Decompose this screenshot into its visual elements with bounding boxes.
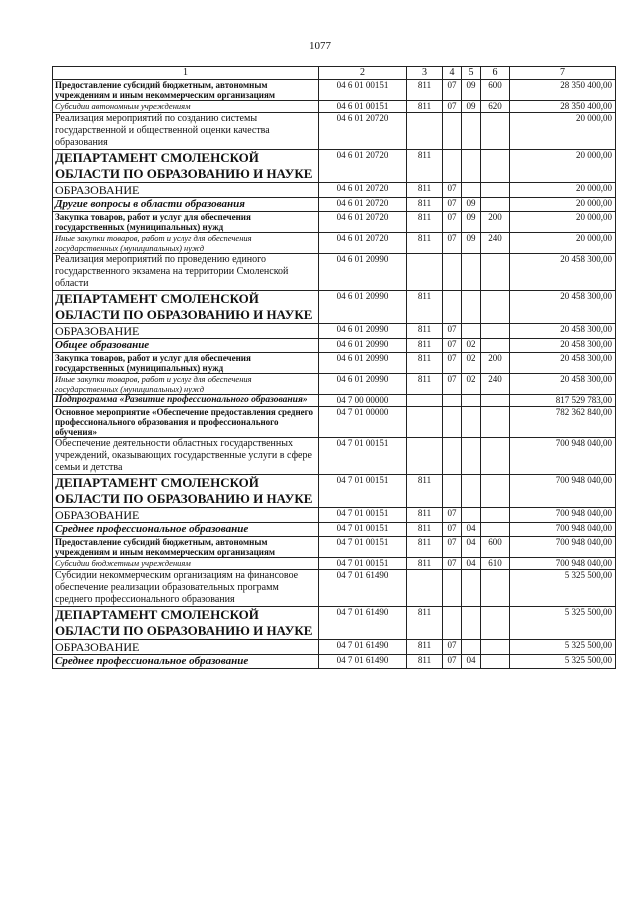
subsection-code: 09 — [462, 80, 481, 101]
section-code — [443, 395, 462, 407]
amount-value: 20 000,00 — [510, 198, 616, 212]
amount-value: 700 948 040,00 — [510, 537, 616, 558]
target-article-code: 04 7 01 61490 — [319, 640, 407, 655]
row-description: ОБРАЗОВАНИЕ — [53, 324, 319, 339]
table-row — [53, 523, 616, 537]
row-description: Закупка товаров, работ и услуг для обеспечения государственных (муниципальных) нужд — [53, 353, 319, 374]
amount-value: 20 000,00 — [510, 113, 616, 150]
ministry-code: 811 — [407, 324, 443, 339]
amount-value: 20 458 300,00 — [510, 353, 616, 374]
ministry-code: 811 — [407, 558, 443, 570]
table-row — [53, 80, 616, 101]
row-description: Иные закупки товаров, работ и услуг для обеспечения государственных (муниципальных) нужд — [53, 374, 319, 395]
section-code: 07 — [443, 324, 462, 339]
row-description: Другие вопросы в области образования — [53, 198, 319, 212]
table-row — [53, 233, 616, 254]
table-row — [53, 374, 616, 395]
section-code: 07 — [443, 640, 462, 655]
table-row — [53, 150, 616, 183]
amount-value: 20 000,00 — [510, 150, 616, 183]
expense-type-code — [481, 291, 510, 324]
ministry-code: 811 — [407, 655, 443, 669]
table-row — [53, 395, 616, 407]
section-code — [443, 475, 462, 508]
ministry-code: 811 — [407, 212, 443, 233]
table-row — [53, 640, 616, 655]
amount-value: 28 350 400,00 — [510, 101, 616, 113]
amount-value: 700 948 040,00 — [510, 523, 616, 537]
column-header: 4 — [443, 67, 462, 80]
target-article-code: 04 6 01 20990 — [319, 374, 407, 395]
expense-type-code: 200 — [481, 212, 510, 233]
section-code: 07 — [443, 523, 462, 537]
subsection-code — [462, 640, 481, 655]
ministry-code: 811 — [407, 339, 443, 353]
ministry-code: 811 — [407, 508, 443, 523]
target-article-code: 04 6 01 20720 — [319, 198, 407, 212]
subsection-code: 04 — [462, 523, 481, 537]
expense-type-code: 240 — [481, 374, 510, 395]
table-header-row — [53, 67, 616, 80]
table-row — [53, 353, 616, 374]
column-header: 1 — [53, 67, 319, 80]
ministry-code — [407, 438, 443, 475]
subsection-code — [462, 570, 481, 607]
ministry-code: 811 — [407, 80, 443, 101]
amount-value: 782 362 840,00 — [510, 407, 616, 438]
amount-value: 700 948 040,00 — [510, 438, 616, 475]
subsection-code — [462, 113, 481, 150]
amount-value: 20 458 300,00 — [510, 324, 616, 339]
budget-table — [52, 66, 616, 669]
section-code: 07 — [443, 508, 462, 523]
column-header: 5 — [462, 67, 481, 80]
ministry-code: 811 — [407, 475, 443, 508]
expense-type-code: 620 — [481, 101, 510, 113]
ministry-code: 811 — [407, 537, 443, 558]
table-row — [53, 475, 616, 508]
amount-value: 700 948 040,00 — [510, 558, 616, 570]
table-row — [53, 254, 616, 291]
expense-type-code — [481, 113, 510, 150]
amount-value: 817 529 783,00 — [510, 395, 616, 407]
expense-type-code — [481, 640, 510, 655]
section-code — [443, 254, 462, 291]
row-description: ОБРАЗОВАНИЕ — [53, 640, 319, 655]
amount-value: 20 458 300,00 — [510, 291, 616, 324]
expense-type-code: 600 — [481, 537, 510, 558]
expense-type-code — [481, 407, 510, 438]
subsection-code — [462, 475, 481, 508]
subsection-code: 04 — [462, 537, 481, 558]
section-code: 07 — [443, 233, 462, 254]
expense-type-code — [481, 570, 510, 607]
ministry-code: 811 — [407, 101, 443, 113]
row-description: ОБРАЗОВАНИЕ — [53, 508, 319, 523]
subsection-code: 04 — [462, 655, 481, 669]
expense-type-code: 240 — [481, 233, 510, 254]
target-article-code: 04 6 01 20990 — [319, 324, 407, 339]
target-article-code: 04 6 01 20720 — [319, 183, 407, 198]
expense-type-code — [481, 198, 510, 212]
expense-type-code — [481, 254, 510, 291]
table-row — [53, 198, 616, 212]
row-description: ДЕПАРТАМЕНТ СМОЛЕНСКОЙ ОБЛАСТИ ПО ОБРАЗОВАНИЮ И НАУКЕ — [53, 150, 319, 183]
expense-type-code — [481, 508, 510, 523]
subsection-code: 02 — [462, 339, 481, 353]
ministry-code — [407, 407, 443, 438]
subsection-code: 09 — [462, 101, 481, 113]
target-article-code: 04 7 01 00151 — [319, 558, 407, 570]
row-description: Предоставление субсидий бюджетным, автономным учреждениям и иным некоммерческим организациям — [53, 80, 319, 101]
column-header: 3 — [407, 67, 443, 80]
table-row — [53, 407, 616, 438]
section-code: 07 — [443, 80, 462, 101]
section-code: 07 — [443, 558, 462, 570]
ministry-code: 811 — [407, 233, 443, 254]
table-row — [53, 537, 616, 558]
section-code: 07 — [443, 339, 462, 353]
ministry-code: 811 — [407, 183, 443, 198]
row-description: Субсидии некоммерческим организациям на финансовое обеспечение реализации образовательных программ среднего профессионального образования — [53, 570, 319, 607]
ministry-code: 811 — [407, 523, 443, 537]
ministry-code: 811 — [407, 198, 443, 212]
table-row — [53, 558, 616, 570]
expense-type-code — [481, 339, 510, 353]
target-article-code: 04 7 01 00151 — [319, 523, 407, 537]
ministry-code — [407, 395, 443, 407]
section-code: 07 — [443, 374, 462, 395]
target-article-code: 04 7 01 00151 — [319, 537, 407, 558]
amount-value: 5 325 500,00 — [510, 655, 616, 669]
row-description: Предоставление субсидий бюджетным, автономным учреждениям и иным некоммерческим организациям — [53, 537, 319, 558]
row-description: Субсидии бюджетным учреждениям — [53, 558, 319, 570]
target-article-code: 04 7 01 00000 — [319, 407, 407, 438]
table-row — [53, 183, 616, 198]
section-code — [443, 113, 462, 150]
ministry-code — [407, 113, 443, 150]
target-article-code: 04 6 01 00151 — [319, 101, 407, 113]
table-body — [53, 80, 616, 669]
section-code — [443, 150, 462, 183]
target-article-code: 04 6 01 20720 — [319, 233, 407, 254]
row-description: Среднее профессиональное образование — [53, 655, 319, 669]
target-article-code: 04 6 01 20990 — [319, 291, 407, 324]
expense-type-code — [481, 523, 510, 537]
target-article-code: 04 6 01 00151 — [319, 80, 407, 101]
table-row — [53, 655, 616, 669]
section-code — [443, 407, 462, 438]
target-article-code: 04 6 01 20720 — [319, 212, 407, 233]
row-description: Иные закупки товаров, работ и услуг для обеспечения государственных (муниципальных) нужд — [53, 233, 319, 254]
ministry-code: 811 — [407, 374, 443, 395]
section-code: 07 — [443, 101, 462, 113]
row-description: ДЕПАРТАМЕНТ СМОЛЕНСКОЙ ОБЛАСТИ ПО ОБРАЗОВАНИЮ И НАУКЕ — [53, 475, 319, 508]
row-description: Обеспечение деятельности областных государственных учреждений, оказывающих государственные услуги в сфере семьи и детства — [53, 438, 319, 475]
row-description: ДЕПАРТАМЕНТ СМОЛЕНСКОЙ ОБЛАСТИ ПО ОБРАЗОВАНИЮ И НАУКЕ — [53, 607, 319, 640]
expense-type-code — [481, 324, 510, 339]
subsection-code: 09 — [462, 198, 481, 212]
subsection-code — [462, 508, 481, 523]
table-row — [53, 101, 616, 113]
subsection-code — [462, 395, 481, 407]
subsection-code — [462, 438, 481, 475]
expense-type-code — [481, 183, 510, 198]
column-header: 2 — [319, 67, 407, 80]
amount-value: 20 000,00 — [510, 183, 616, 198]
row-description: Среднее профессиональное образование — [53, 523, 319, 537]
target-article-code: 04 7 01 00151 — [319, 438, 407, 475]
subsection-code: 04 — [462, 558, 481, 570]
target-article-code: 04 6 01 20720 — [319, 113, 407, 150]
table-row — [53, 607, 616, 640]
ministry-code: 811 — [407, 607, 443, 640]
target-article-code: 04 6 01 20990 — [319, 339, 407, 353]
amount-value: 20 458 300,00 — [510, 374, 616, 395]
section-code — [443, 438, 462, 475]
column-header: 6 — [481, 67, 510, 80]
section-code — [443, 291, 462, 324]
amount-value: 20 000,00 — [510, 212, 616, 233]
target-article-code: 04 6 01 20990 — [319, 353, 407, 374]
row-description: Реализация мероприятий по проведению единого государственного экзамена на территории Смоленской области — [53, 254, 319, 291]
amount-value: 5 325 500,00 — [510, 607, 616, 640]
subsection-code: 02 — [462, 353, 481, 374]
amount-value: 20 458 300,00 — [510, 254, 616, 291]
row-description: Субсидии автономным учреждениям — [53, 101, 319, 113]
section-code: 07 — [443, 655, 462, 669]
target-article-code: 04 6 01 20720 — [319, 150, 407, 183]
target-article-code: 04 7 01 61490 — [319, 655, 407, 669]
row-description: Общее образование — [53, 339, 319, 353]
target-article-code: 04 7 01 00151 — [319, 508, 407, 523]
expense-type-code — [481, 607, 510, 640]
row-description: Основное мероприятие «Обеспечение предоставления среднего профессионального образования и профессионального обучения» — [53, 407, 319, 438]
subsection-code — [462, 150, 481, 183]
target-article-code: 04 7 01 00151 — [319, 475, 407, 508]
table-row — [53, 324, 616, 339]
expense-type-code: 610 — [481, 558, 510, 570]
amount-value: 20 458 300,00 — [510, 339, 616, 353]
ministry-code: 811 — [407, 640, 443, 655]
expense-type-code: 200 — [481, 353, 510, 374]
subsection-code: 09 — [462, 212, 481, 233]
target-article-code: 04 7 00 00000 — [319, 395, 407, 407]
subsection-code — [462, 254, 481, 291]
row-description: ДЕПАРТАМЕНТ СМОЛЕНСКОЙ ОБЛАСТИ ПО ОБРАЗОВАНИЮ И НАУКЕ — [53, 291, 319, 324]
table-row — [53, 508, 616, 523]
subsection-code: 09 — [462, 233, 481, 254]
ministry-code: 811 — [407, 291, 443, 324]
table-row — [53, 438, 616, 475]
ministry-code — [407, 570, 443, 607]
ministry-code — [407, 254, 443, 291]
row-description: Закупка товаров, работ и услуг для обеспечения государственных (муниципальных) нужд — [53, 212, 319, 233]
subsection-code — [462, 607, 481, 640]
amount-value: 700 948 040,00 — [510, 508, 616, 523]
section-code — [443, 570, 462, 607]
section-code: 07 — [443, 183, 462, 198]
amount-value: 700 948 040,00 — [510, 475, 616, 508]
amount-value: 28 350 400,00 — [510, 80, 616, 101]
expense-type-code — [481, 475, 510, 508]
target-article-code: 04 7 01 61490 — [319, 607, 407, 640]
ministry-code: 811 — [407, 353, 443, 374]
amount-value: 20 000,00 — [510, 233, 616, 254]
section-code — [443, 607, 462, 640]
amount-value: 5 325 500,00 — [510, 570, 616, 607]
table-row — [53, 212, 616, 233]
table-row — [53, 570, 616, 607]
section-code: 07 — [443, 537, 462, 558]
table-row — [53, 339, 616, 353]
table-row — [53, 113, 616, 150]
subsection-code: 02 — [462, 374, 481, 395]
section-code: 07 — [443, 353, 462, 374]
table-row — [53, 291, 616, 324]
section-code: 07 — [443, 198, 462, 212]
row-description: ОБРАЗОВАНИЕ — [53, 183, 319, 198]
column-header: 7 — [510, 67, 616, 80]
subsection-code — [462, 291, 481, 324]
expense-type-code — [481, 655, 510, 669]
expense-type-code — [481, 150, 510, 183]
ministry-code: 811 — [407, 150, 443, 183]
target-article-code: 04 7 01 61490 — [319, 570, 407, 607]
expense-type-code: 600 — [481, 80, 510, 101]
row-description: Подпрограмма «Развитие профессионального образования» — [53, 395, 319, 407]
section-code: 07 — [443, 212, 462, 233]
amount-value: 5 325 500,00 — [510, 640, 616, 655]
target-article-code: 04 6 01 20990 — [319, 254, 407, 291]
row-description: Реализация мероприятий по созданию системы государственной и общественной оценки качества образования — [53, 113, 319, 150]
subsection-code — [462, 324, 481, 339]
page-number: 1077 — [309, 40, 331, 52]
expense-type-code — [481, 438, 510, 475]
subsection-code — [462, 407, 481, 438]
subsection-code — [462, 183, 481, 198]
expense-type-code — [481, 395, 510, 407]
